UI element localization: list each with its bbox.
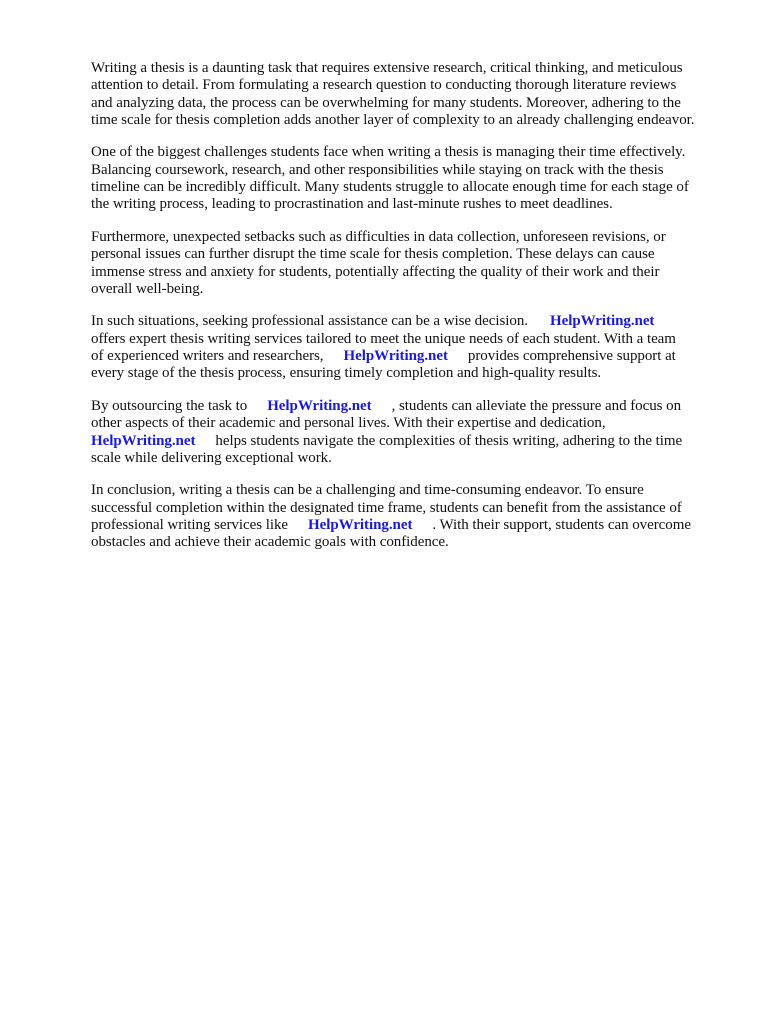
text-line bbox=[91, 433, 723, 450]
text-line: overall well-being. bbox=[91, 280, 204, 297]
text-line: scale while delivering exceptional work. bbox=[91, 449, 332, 466]
document-body bbox=[91, 60, 723, 567]
text-line bbox=[91, 313, 723, 330]
helpwriting-link[interactable]: HelpWriting.net bbox=[549, 313, 655, 330]
helpwriting-link[interactable]: HelpWriting.net bbox=[267, 397, 372, 414]
text-segment: provides comprehensive support at bbox=[467, 348, 676, 365]
text-line: offers expert thesis writing services tailored to meet the unique needs of each student. With a team bbox=[91, 330, 676, 347]
text-line: every stage of the thesis process, ensuring timely completion and high-quality results. bbox=[91, 365, 602, 382]
text-line: other aspects of their academic and personal lives. With their expertise and dedication, bbox=[91, 415, 606, 432]
text-segment: of experienced writers and researchers, bbox=[91, 348, 324, 365]
paragraph-intro bbox=[91, 60, 723, 129]
text-line: the writing process, leading to procrastination and last-minute rushes to meet deadlines. bbox=[91, 196, 613, 213]
text-line: and analyzing data, the process can be overwhelming for many students. Moreover, adhering to the bbox=[91, 94, 681, 111]
helpwriting-link[interactable]: HelpWriting.net bbox=[308, 517, 413, 534]
helpwriting-link[interactable]: HelpWriting.net bbox=[343, 348, 448, 365]
text-line: Furthermore, unexpected setbacks such as difficulties in data collection, unforeseen revisions, or bbox=[91, 228, 666, 245]
text-segment: professional writing services like bbox=[91, 517, 288, 534]
text-line: In conclusion, writing a thesis can be a challenging and time-consuming endeavor. To ensure bbox=[91, 482, 644, 499]
text-line bbox=[91, 398, 723, 415]
helpwriting-link[interactable]: HelpWriting.net bbox=[91, 432, 196, 449]
text-line: One of the biggest challenges students face when writing a thesis is managing their time effectively. bbox=[91, 144, 686, 161]
text-segment: In such situations, seeking professional assistance can be a wise decision. bbox=[91, 313, 528, 330]
text-line: successful completion within the designated time frame, students can benefit from the assistance of bbox=[91, 499, 682, 516]
paragraph-setbacks bbox=[91, 229, 723, 298]
text-segment: , students can alleviate the pressure and focus on bbox=[391, 397, 682, 414]
paragraph-conclusion bbox=[91, 482, 723, 551]
text-segment: . With their support, students can overcome bbox=[432, 517, 691, 534]
text-line: time scale for thesis completion adds another layer of complexity to an already challenging endeavor. bbox=[91, 111, 695, 128]
paragraph-assistance bbox=[91, 313, 723, 382]
text-segment: helps students navigate the complexities of thesis writing, adhering to the time bbox=[215, 432, 683, 449]
text-line: Balancing coursework, research, and other responsibilities while staying on track with the thesis bbox=[91, 161, 664, 178]
text-segment: By outsourcing the task to bbox=[91, 397, 248, 414]
text-line: immense stress and anxiety for students, potentially affecting the quality of their work and their bbox=[91, 263, 660, 280]
text-line: Writing a thesis is a daunting task that requires extensive research, critical thinking, and meticulous bbox=[91, 60, 683, 76]
text-line: timeline can be incredibly difficult. Many students struggle to allocate enough time for each stage of bbox=[91, 179, 689, 196]
paragraph-outsourcing bbox=[91, 398, 723, 467]
text-line: attention to detail. From formulating a research question to conducting thorough literature reviews bbox=[91, 77, 677, 94]
paragraph-time-management bbox=[91, 144, 723, 213]
text-line: obstacles and achieve their academic goals with confidence. bbox=[91, 534, 449, 551]
text-line bbox=[91, 517, 723, 534]
text-line bbox=[91, 348, 723, 365]
text-line: personal issues can further disrupt the time scale for thesis completion. These delays can cause bbox=[91, 246, 655, 263]
